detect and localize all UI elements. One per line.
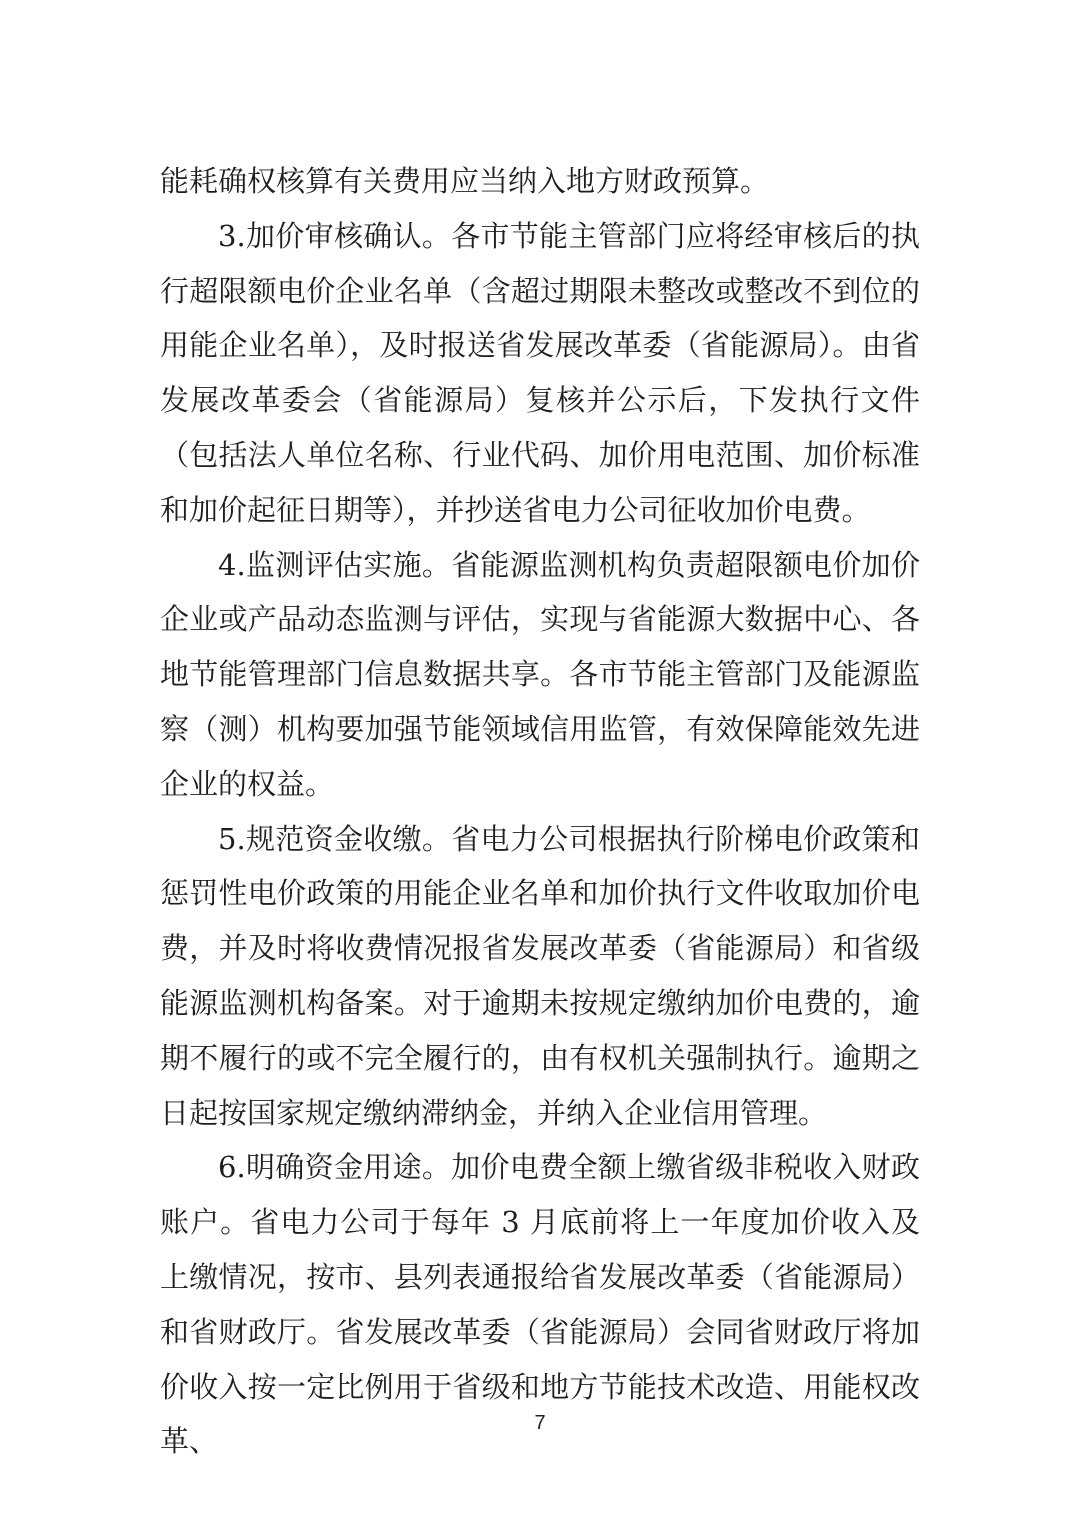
document-body	[160, 154, 920, 1469]
paragraph-continuation: 能耗确权核算有关费用应当纳入地方财政预算。	[160, 164, 770, 198]
paragraph-monitoring: 4.监测评估实施。省能源监测机构负责超限额电价加价企业或产品动态监测与评估，实现与省能源大数据中心、各地节能管理部门信息数据共享。各市节能主管部门及能源监察（测）机构要加强节能领域信用监管，有效保障能效先进企业的权益。	[160, 547, 920, 801]
paragraph-fund-usage: 6.明确资金用途。加价电费全额上缴省级非税收入财政账户。省电力公司于每年 3 月底前将上一年度加价收入及上缴情况，按市、县列表通报给省发展改革委（省能源局）和省财政厅。省发展改革委（省能源局）会同省财政厅将加价收入按一定比例用于省级和地方节能技术改造、用能权改革、	[160, 1150, 920, 1459]
paragraph-price-review: 3.加价审核确认。各市节能主管部门应将经审核后的执行超限额电价企业名单（含超过期限未整改或整改不到位的用能企业名单），及时报送省发展改革委（省能源局）。由省发展改革委会（省能源局）复核并公示后，下发执行文件（包括法人单位名称、行业代码、加价用电范围、加价标准和加价起征日期等），并抄送省电力公司征收加价电费。	[160, 218, 920, 527]
page-number: 7	[534, 1412, 546, 1434]
paragraph-fund-collection: 5.规范资金收缴。省电力公司根据执行阶梯电价政策和惩罚性电价政策的用能企业名单和加价执行文件收取加价电费，并及时将收费情况报省发展改革委（省能源局）和省级能源监测机构备案。对于逾期未按规定缴纳加价电费的，逾期不履行的或不完全履行的，由有权机关强制执行。逾期之日起按国家规定缴纳滞纳金，并纳入企业信用管理。	[160, 821, 920, 1130]
